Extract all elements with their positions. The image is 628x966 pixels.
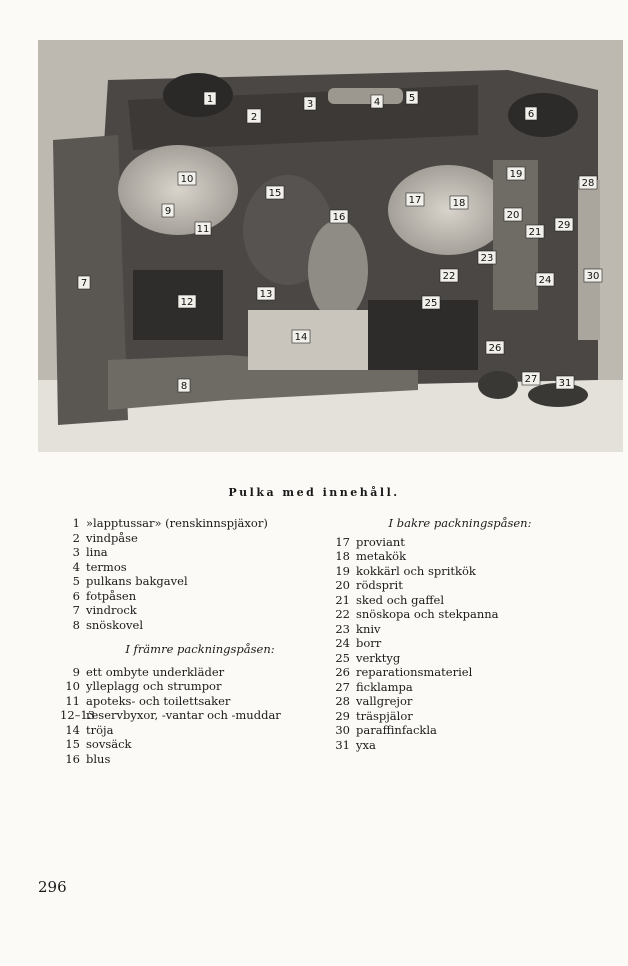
list-item [60, 574, 340, 589]
rear-pack-heading: I bakre packningspåsen: [388, 516, 532, 530]
item-text: rödsprit [356, 578, 403, 592]
list-item [60, 603, 340, 618]
label-16: 16 [332, 212, 346, 223]
list-item [60, 545, 340, 560]
label-19: 19 [509, 169, 523, 180]
list-item [60, 723, 340, 738]
item-number: 2 [72, 530, 80, 545]
item-number: 12–13 [60, 708, 96, 722]
label-14: 14 [294, 332, 308, 343]
item-text: metakök [356, 549, 407, 563]
label-8: 8 [180, 381, 188, 392]
item-number: 28 [335, 694, 350, 708]
list-item [60, 679, 340, 694]
list-item [60, 531, 340, 546]
item-text: proviant [356, 534, 405, 549]
label-15: 15 [268, 188, 282, 199]
label-31: 31 [558, 378, 572, 389]
right-column [330, 516, 590, 752]
item-text: ylleplagg och strumpor [86, 679, 222, 693]
item-text: kokkärl och spritkök [356, 563, 476, 578]
item-number: 21 [335, 592, 350, 607]
list-item [330, 578, 590, 593]
item-number: 11 [65, 693, 80, 708]
item-text: reparationsmateriel [356, 665, 473, 679]
item-number: 15 [65, 737, 80, 751]
label-9: 9 [164, 206, 172, 217]
label-28: 28 [581, 178, 595, 189]
item-text: träspjälor [356, 708, 413, 723]
item-text: ett ombyte underkläder [86, 664, 225, 679]
list-item [330, 564, 590, 579]
list-item [330, 709, 590, 724]
item-number: 18 [335, 549, 350, 563]
list-item [330, 738, 590, 753]
item-text: pulkans bakgavel [86, 574, 188, 588]
rear-pack-list [330, 535, 590, 753]
item-text: ficklampa [356, 679, 413, 694]
item-number: 24 [335, 636, 350, 650]
item-text: snöskovel [86, 617, 144, 632]
item-text: lina [86, 545, 108, 559]
label-25: 25 [424, 298, 438, 309]
label-3: 3 [306, 99, 314, 110]
label-7: 7 [80, 278, 88, 289]
list-item [330, 636, 590, 651]
label-18: 18 [452, 198, 466, 209]
item-number: 26 [335, 665, 350, 679]
label-23: 23 [480, 253, 494, 264]
list-item [330, 593, 590, 608]
item-text: yxa [356, 737, 376, 752]
item-text: sovsäck [86, 737, 132, 751]
list-item [330, 680, 590, 695]
item-number: 22 [335, 607, 350, 621]
list-item [330, 651, 590, 666]
item-number: 16 [65, 751, 80, 766]
label-26: 26 [488, 343, 502, 354]
list-item [330, 622, 590, 637]
list-item [330, 549, 590, 564]
label-11: 11 [196, 224, 210, 235]
label-21: 21 [528, 227, 542, 238]
item-text: verktyg [356, 650, 401, 665]
label-6: 6 [527, 109, 535, 120]
label-5: 5 [408, 93, 416, 104]
label-2: 2 [250, 112, 258, 123]
list-item [60, 708, 340, 723]
item-text: tröja [86, 722, 114, 737]
item-number: 9 [72, 664, 80, 679]
item-text: paraffinfackla [356, 723, 437, 737]
label-20: 20 [506, 210, 520, 221]
list-item [60, 589, 340, 604]
list-item [60, 737, 340, 752]
item-text: vallgrejor [356, 694, 413, 708]
left-column [60, 516, 340, 766]
list-item [330, 723, 590, 738]
item-number: 23 [335, 621, 350, 636]
item-number: 31 [335, 737, 350, 752]
front-pack-heading: I främre packningspåsen: [125, 642, 275, 656]
label-27: 27 [524, 374, 538, 385]
label-4: 4 [373, 97, 381, 108]
list-item [60, 752, 340, 767]
item-number: 17 [335, 534, 350, 549]
item-number: 4 [72, 559, 80, 574]
photo-drawing [38, 40, 623, 452]
item-number: 8 [72, 617, 80, 632]
label-24: 24 [538, 275, 552, 286]
front-pack-list [60, 665, 340, 767]
label-30: 30 [586, 271, 600, 282]
item-number: 19 [335, 563, 350, 578]
item-text: snöskopa och stekpanna [356, 607, 499, 621]
item-text: vindrock [86, 603, 137, 617]
item-text: fotpåsen [86, 588, 137, 603]
item-text: kniv [356, 621, 381, 636]
item-number: 6 [72, 588, 80, 603]
list-item [330, 665, 590, 680]
label-12: 12 [180, 297, 194, 308]
label-10: 10 [180, 174, 194, 185]
page-number: 296 [38, 878, 67, 896]
item-number: 5 [72, 574, 80, 588]
item-text: sked och gaffel [356, 592, 444, 607]
item-number: 20 [335, 578, 350, 592]
label-17: 17 [408, 195, 422, 206]
item-text: apoteks- och toilettsaker [86, 693, 231, 708]
list-item [60, 618, 340, 633]
item-text: blus [86, 751, 111, 766]
item-text: vindpåse [86, 530, 138, 545]
list-item [60, 516, 340, 531]
item-text: borr [356, 636, 382, 650]
label-29: 29 [557, 220, 571, 231]
label-22: 22 [442, 271, 456, 282]
sled-items-list [60, 516, 340, 632]
item-number: 3 [72, 545, 80, 559]
item-number: 30 [335, 723, 350, 737]
item-text: »lapptussar» (renskinnspjäxor) [86, 516, 268, 530]
list-item [330, 694, 590, 709]
list-item [60, 665, 340, 680]
item-number: 14 [65, 722, 80, 737]
item-text: termos [86, 559, 127, 574]
item-number: 10 [65, 679, 80, 693]
label-13: 13 [259, 289, 273, 300]
item-text: reservbyxor, -vantar och -muddar [86, 708, 281, 722]
list-item [60, 560, 340, 575]
photo-pulka [38, 40, 623, 452]
figure-caption: Pulka med innehåll. [228, 486, 400, 499]
item-number: 25 [335, 650, 350, 665]
list-item [330, 607, 590, 622]
item-number: 7 [72, 603, 80, 617]
item-number: 29 [335, 708, 350, 723]
item-number: 27 [335, 679, 350, 694]
list-item [60, 694, 340, 709]
item-number: 1 [72, 516, 80, 530]
label-1: 1 [206, 94, 214, 105]
list-item [330, 535, 590, 550]
